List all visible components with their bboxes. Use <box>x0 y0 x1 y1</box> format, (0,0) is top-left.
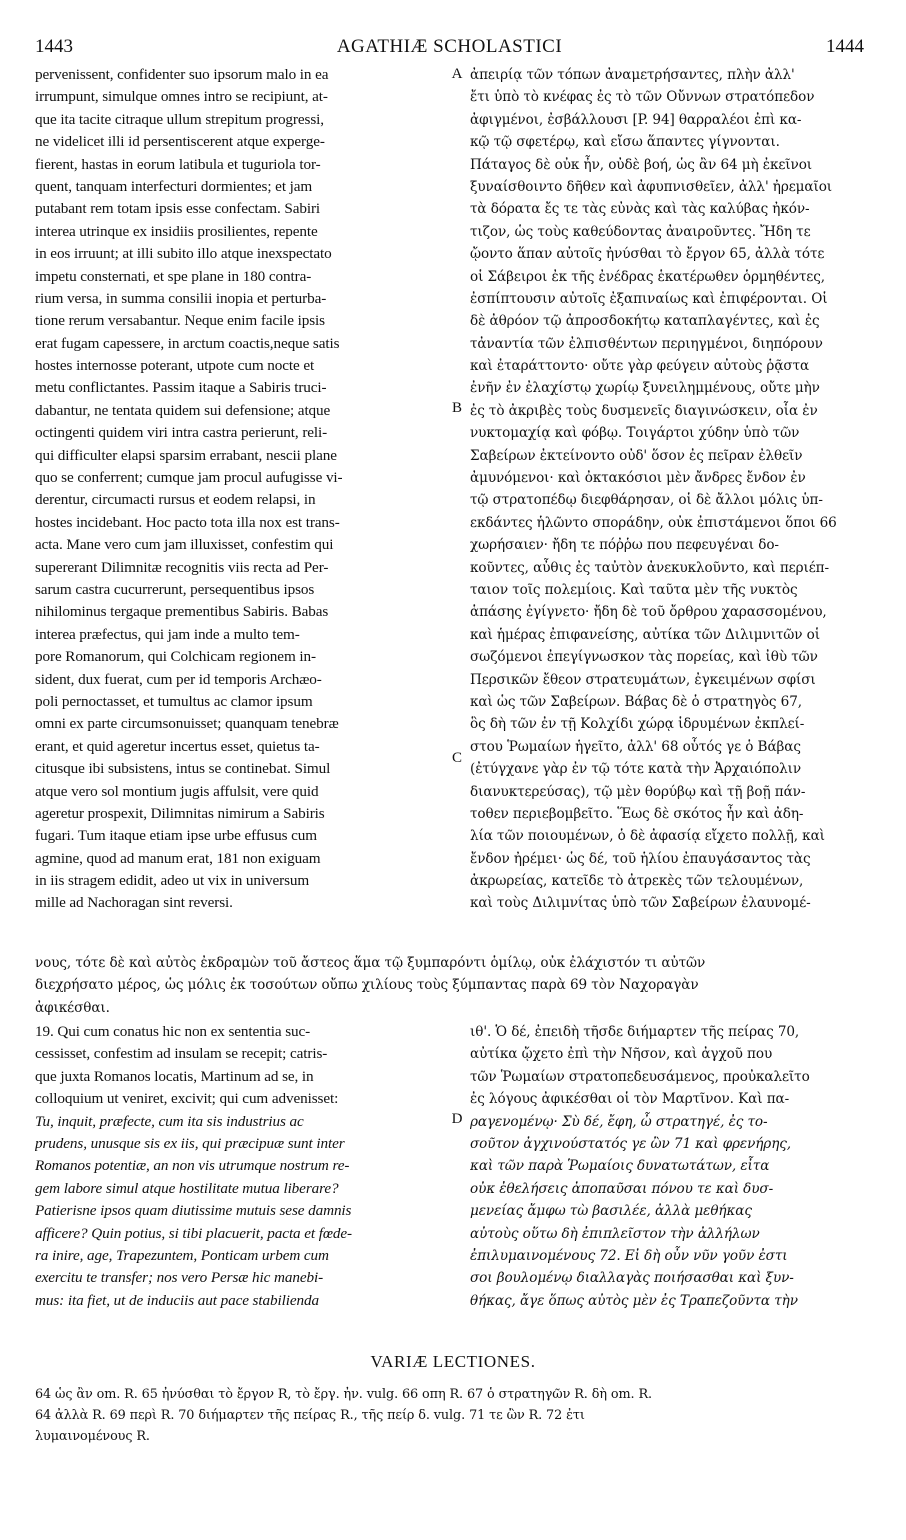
text-line: οἱ Σάβειροι ἐκ τῆς ἐνέδρας ἑκατέρωθεν ὁρμηθέντες, <box>470 268 825 285</box>
text-line: Περσικῶν ἔθεον στρατευμάτων, ἐγκειμένων σφίσι <box>470 671 816 688</box>
text-line: διεχρήσατο μέρος, ὡς μόλις ἐκ τοσούτων οὔπω χιλίους τοὺς ξύμπαντας παρὰ 69 τὸν Ναχοραγὰν <box>35 977 699 994</box>
text-line: θήκας, ἄγε ὅπως αὐτὸς μὲν ἐς Τραπεζοῦντα τὴν <box>470 1292 798 1309</box>
text-line: prudens, unusque sis ex iis, qui præcipuæ sunt inter <box>35 1134 345 1152</box>
latin-column <box>35 64 444 915</box>
text-line: erat fugam capessere, in arctum coactis,neque satis <box>35 334 340 352</box>
text-line: tione rerum versabantur. Neque enim facile ipsis <box>35 312 325 330</box>
text-line: τῷ στρατοπέδῳ διεφθάρησαν, οἱ δὲ ἄλλοι μόλις ὑπ- <box>470 492 823 509</box>
text-line: δὲ ἀθρόον τῷ ἀπροσδοκήτῳ καταπλαγέντες, καὶ ἐς <box>470 313 820 330</box>
margin-marker-d: D <box>451 1111 463 1127</box>
text-line: in iis stragem edidit, adeo ut vix in universum <box>35 872 310 890</box>
text-line: ᾤοντο ἅπαν αὐτοῖς ἠνύσθαι τὸ ἔργον 65, ἀλλὰ τότε <box>470 246 825 263</box>
text-line: νυκτομαχίᾳ καὶ φόβῳ. Τοιγάρτοι χύδην ὑπὸ τῶν <box>470 425 800 442</box>
text-line: dabantur, ne tentata quidem sui defensione; atque <box>35 401 331 419</box>
text-line: irrumpunt, simulque omnes intro se recipiunt, at- <box>35 88 328 106</box>
text-line: ἀφικέσθαι. <box>35 999 110 1016</box>
text-line: αὐτίκα ᾤχετο ἐπὶ τὴν Νῆσον, καὶ ἀγχοῦ που <box>470 1046 773 1063</box>
text-line: κῷ τῷ σφετέρῳ, καὶ εἴσω ἅπαντες γίγνονται. <box>470 134 780 151</box>
text-line: 19. Qui cum conatus hic non ex sententia suc- <box>35 1023 311 1040</box>
text-line: καὶ ἡμέρας ἐπιφανείσης, αὐτίκα τῶν Διλιμνιτῶν οἱ <box>470 626 820 643</box>
text-line: quo se conferrent; cumque jam procul aufugisse vi- <box>35 469 343 487</box>
text-line: διανυκτερεύσας), τῷ μὲν θορύβῳ καὶ τῇ βοῇ πάν- <box>470 783 806 800</box>
text-line: metu conflictantes. Passim itaque a Sabiris truci- <box>35 379 327 397</box>
text-line: κοῦντες, αὖθις ἐς ταὐτὸν ἀνεκυκλοῦντο, καὶ περιέπ- <box>470 559 830 576</box>
margin-marker-c: C <box>451 750 462 766</box>
variae-lectiones-title: VARIÆ LECTIONES. <box>370 1352 536 1371</box>
text-line: ἐσπίπτουσιν αὐτοῖς ἐξαπιναίως καὶ ἐπιφέρονται. Οἱ <box>470 290 828 307</box>
text-line: afficere? Quin potius, si tibi placuerit, pacta et fœde- <box>35 1224 352 1242</box>
text-line: hostes incidebant. Hoc pacto tota illa nox est trans- <box>35 513 340 531</box>
text-line: pore Romanorum, qui Colchicam regionem in- <box>35 648 316 666</box>
text-line: τἀναντία τῶν ἐλπισθέντων περιηγμένοι, διηπόρουν <box>470 335 823 352</box>
text-line: interea præfectus, qui jam inde a multo tem- <box>35 625 300 643</box>
text-line: ne videlicet illi id persentiscerent atque experge- <box>35 133 325 151</box>
running-title: AGATHIÆ SCHOLASTICI <box>336 36 563 57</box>
text-line: Romanos potentiæ, an non vis utrumque nostrum re- <box>35 1157 350 1175</box>
text-line: (ἐτύγχανε γὰρ ἐν τῷ τότε κατὰ τὴν Ἀρχαιόπολιν <box>470 761 802 778</box>
text-line: σωζόμενοι ἐπεγίγνωσκον τὰς πορείας, καὶ ἰθὺ τῶν <box>470 649 818 666</box>
text-line: νους, τότε δὲ καὶ αὐτὸς ἐκδραμὼν τοῦ ἄστεος ἅμα τῷ ξυμπαρόντι ὁμίλῳ, οὐκ ἐλάχιστόν τι αὐτῶν <box>35 955 706 971</box>
text-line: καὶ ὡς τῶν Σαβείρων. Βάβας δὲ ὁ στρατηγὸς 67, <box>470 693 802 710</box>
text-line: omni ex parte circumsonuisset; quanquam tenebræ <box>35 715 339 733</box>
text-line: derentur, circumacti rursus et eodem relapsi, in <box>35 491 316 509</box>
text-line: fierent, hastas in eorum latibula et tuguriola tor- <box>35 155 321 173</box>
text-line: atque vero sol montium jugis affulsit, vere quid <box>35 782 319 800</box>
text-line: ἔτι ὑπὸ τὸ κνέφας ἐς τὸ τῶν Οὔννων στρατόπεδον <box>470 89 815 106</box>
text-line: qui difficulter elapsi sparsim errabant, nescii plane <box>35 446 337 464</box>
text-line: in eos irruunt; at illi subito illo atque inexspectato <box>35 245 332 263</box>
text-line: erant, et quid ageretur incertus esset, quietus ta- <box>35 737 320 755</box>
text-line: poli pernoctasset, et tumultus ac clamor ipsum <box>35 692 313 710</box>
text-line: ἐνῆν ἐν ἐλαχίστῳ χωρίῳ ξυνειλημμένους, οὔτε μὴν <box>470 380 820 397</box>
text-line: ραγενομένῳ· Σὺ δέ, ἔφη, ὦ στρατηγέ, ἐς το- <box>470 1113 768 1130</box>
text-line: acta. Mane vero cum jam illuxisset, confestim qui <box>35 536 334 554</box>
greek-column-section-19 <box>470 1021 872 1312</box>
text-line: ταιον τοῖς πολεμίοις. Καὶ ταῦτα μὲν τῆς νυκτὸς <box>470 581 798 598</box>
text-line: λία τῶν ποιουμένων, ὁ δὲ ἀφασίᾳ εἴχετο πολλῇ, καὶ <box>470 828 825 845</box>
latin-column-section-19 <box>35 1021 444 1312</box>
text-line: impetu consternati, et spe plane in 180 contra- <box>35 267 312 285</box>
text-line: 64 ὡς ἂν om. R. 65 ἠνύσθαι τὸ ἔργον R, τὸ ἔργ. ἠν. vulg. 66 οπη R. 67 ὁ στρατηγῶν R. δὴ om. R. <box>35 1387 652 1402</box>
text-line: εκδάντες ἡλῶντο σποράδην, οὐκ ἐπιστάμενοι ὅποι 66 <box>470 514 837 531</box>
text-line: στου Ῥωμαίων ἡγεῖτο, ἀλλ' 68 οὗτός γε ὁ Βάβας <box>470 738 801 755</box>
text-line: gem labore simul atque hostilitate mutua liberare? <box>35 1179 339 1197</box>
text-line: sident, dux fuerat, cum per id temporis Archæo- <box>35 670 322 688</box>
text-line: nihilominus tergaque prementibus Sabiris. Babas <box>35 603 329 621</box>
text-line: cessisset, confestim ad insulam se recepit; catris- <box>35 1045 328 1063</box>
text-line: ἀμυνόμενοι· καὶ ὀκτακόσιοι μὲν ἄνδρες ἔνδον ἐν <box>470 470 806 487</box>
text-line: Tu, inquit, præfecte, cum ita sis industrius ac <box>35 1112 304 1130</box>
text-line: τὰ δόρατα ἔς τε τὰς εὐνὰς καὶ τὰς καλύβας ἠκόν- <box>470 201 810 218</box>
text-line: ξυναίσθοιντο δῆθεν καὶ ἀφυπνισθεῖεν, ἀλλ' ἠρεμαῖοι <box>470 178 833 195</box>
text-line: 64 ἀλλὰ R. 69 περὶ R. 70 διήμαρτεν τῆς πείρας R., τῆς πείρ δ. vulg. 71 τε ὢν R. 72 ἐτι <box>35 1408 585 1423</box>
text-line: ὃς δὴ τῶν ἐν τῇ Κολχίδι χώρᾳ ἱδρυμένων ἐκπλεί- <box>470 716 805 733</box>
margin-marker-b: B <box>451 400 462 416</box>
text-line: citusque ibi subsistens, intus se continebat. Simul <box>35 760 331 778</box>
text-line: pervenissent, confidenter suo ipsorum malo in ea <box>35 66 329 83</box>
text-line: ἁπάσης ἐγίγνετο· ἤδη δὲ τοῦ ὄρθρου χαρασσομένου, <box>470 604 827 621</box>
text-line: σοῦτον ἀγχινούστατός γε ὢν 71 καὶ φρενήρης, <box>470 1135 791 1152</box>
text-line: fugari. Tum itaque etiam ipse urbe effusus cum <box>35 827 317 845</box>
full-width-greek-lines <box>35 952 875 1019</box>
text-line: τιζον, ὡς τοὺς καθεύδοντας ἀναιροῦντες. Ἤδη τε <box>470 223 811 240</box>
text-line: λυμαινομένους R. <box>35 1429 150 1444</box>
text-line: agmine, quod ad manum erat, 181 non exiguam <box>35 849 321 867</box>
variae-lectiones-notes <box>35 1384 875 1447</box>
text-line: οὐκ ἐθελήσεις ἀποπαῦσαι πόνου τε καὶ δυσ- <box>470 1180 774 1197</box>
text-line: que juxta Romanos locatis, Martinum ad se, in <box>35 1067 314 1085</box>
page-number-left: 1443 <box>35 36 73 57</box>
text-line: αὐτοὺς οὕτω δὴ ἐπιπλεῖστον τὴν ἀλλήλων <box>470 1225 760 1242</box>
text-line: ἀφιγμένοι, ἐσβάλλουσι [P. 94] θαρραλέοι ἐπὶ κα- <box>470 111 802 128</box>
text-line: quent, tanquam interfecturi dormientes; et jam <box>35 177 313 195</box>
text-line: Πάταγος δὲ οὐκ ἦν, οὐδὲ βοή, ὡς ἂν 64 μὴ ἐκεῖνοι <box>470 156 813 173</box>
text-line: τοθεν περιεβομβεῖτο. Ἕως δὲ σκότος ἦν καὶ ἀδη- <box>470 805 804 822</box>
text-line: Σαβείρων ἐκτείνοντο οὐδ' ὅσον ἐς πεῖραν ἐλθεῖν <box>470 447 803 464</box>
text-line: supererant Dilimnitæ recognitis viis recta ad Per- <box>35 558 329 576</box>
text-line: καὶ ἐταράττοντο· οὔτε γὰρ φεύγειν αὐτοὺς ῥᾷστα <box>470 358 810 375</box>
text-line: octingenti quidem viri intra castra perierunt, reli- <box>35 424 328 442</box>
text-line: ἀκρωρείας, κατεῖδε τὸ ἀτρεκὲς τῶν τελουμένων, <box>470 873 804 890</box>
text-line: putabant rem totam ipsis esse confectam. Sabiri <box>35 200 321 218</box>
greek-column <box>470 64 872 915</box>
text-line: mille ad Nachoragan sint reversi. <box>35 894 233 912</box>
text-line: τῶν Ῥωμαίων στρατοπεδευσάμενος, προὐκαλεῖτο <box>470 1068 810 1085</box>
text-line: χωρήσαιεν· ἤδη τε πόῤῥω που πεφευγέναι δο- <box>470 537 779 554</box>
text-line: καὶ τοὺς Διλιμνίτας ὑπὸ τῶν Σαβείρων ἐλαυνομέ- <box>470 895 811 912</box>
text-line: ἐπιλυμαινομένους 72. Εἰ δὴ οὖν νῦν γοῦν ἐστι <box>470 1247 788 1264</box>
page-number-right: 1444 <box>826 36 864 57</box>
text-line: exercitu te transfer; nos vero Persæ hic manebi- <box>35 1269 324 1287</box>
text-line: ἐς λόγους ἀφικέσθαι οἱ τὸν Μαρτῖνον. Καὶ πα- <box>470 1091 790 1108</box>
text-line: colloquium ut veniret, excivit; qui cum advenisset: <box>35 1090 339 1108</box>
text-line: ageretur prospexit, Dilimnitas nimirum a Sabiris <box>35 804 325 822</box>
text-line: ἐς τὸ ἀκριβὲς τοὺς δυσμενεῖς διαγινώσκειν, οἷα ἐν <box>470 402 818 419</box>
text-line: καὶ τῶν παρὰ Ῥωμαίοις δυνατωτάτων, εἶτα <box>470 1158 770 1175</box>
page-header <box>35 36 864 62</box>
margin-marker-a: A <box>451 66 463 82</box>
text-line: hostes internosse poterant, utpote cum nocte et <box>35 357 315 375</box>
text-line: σοι βουλομένῳ διαλλαγὰς ποιήσασθαι καὶ ξυν- <box>470 1270 794 1287</box>
text-line: sarum castra cucurrerunt, persequentibus ipsos <box>35 580 315 598</box>
text-line: μενείας ἄμφω τὼ βασιλέε, ἀλλὰ μεθήκας <box>470 1203 752 1220</box>
text-line: ra inire, age, Trapezuntem, Ponticam urbem cum <box>35 1246 329 1264</box>
text-line: ἀπειρίᾳ τῶν τόπων ἀναμετρήσαντες, πλὴν ἀλλ' <box>470 67 795 83</box>
text-line: mus: ita fiet, ut de induciis aut pace stabilienda <box>35 1291 319 1309</box>
text-line: ἔνδον ἠρέμει· ὡς δέ, τοῦ ἡλίου ἐπαυγάσαντος τὰς <box>470 850 811 867</box>
text-line: que ita tacite citraque ullum strepitum progressi, <box>35 110 324 128</box>
text-line: Patierisne ipsos quam diutissime mutuis sese damnis <box>35 1202 352 1220</box>
text-line: ιθ'. Ὁ δέ, ἐπειδὴ τῆσδε διήμαρτεν τῆς πείρας 70, <box>470 1024 800 1040</box>
text-line: interea utrinque ex insidiis prosilientes, repente <box>35 222 318 240</box>
text-line: rium versa, in summa consilii inopia et perturba- <box>35 289 327 307</box>
